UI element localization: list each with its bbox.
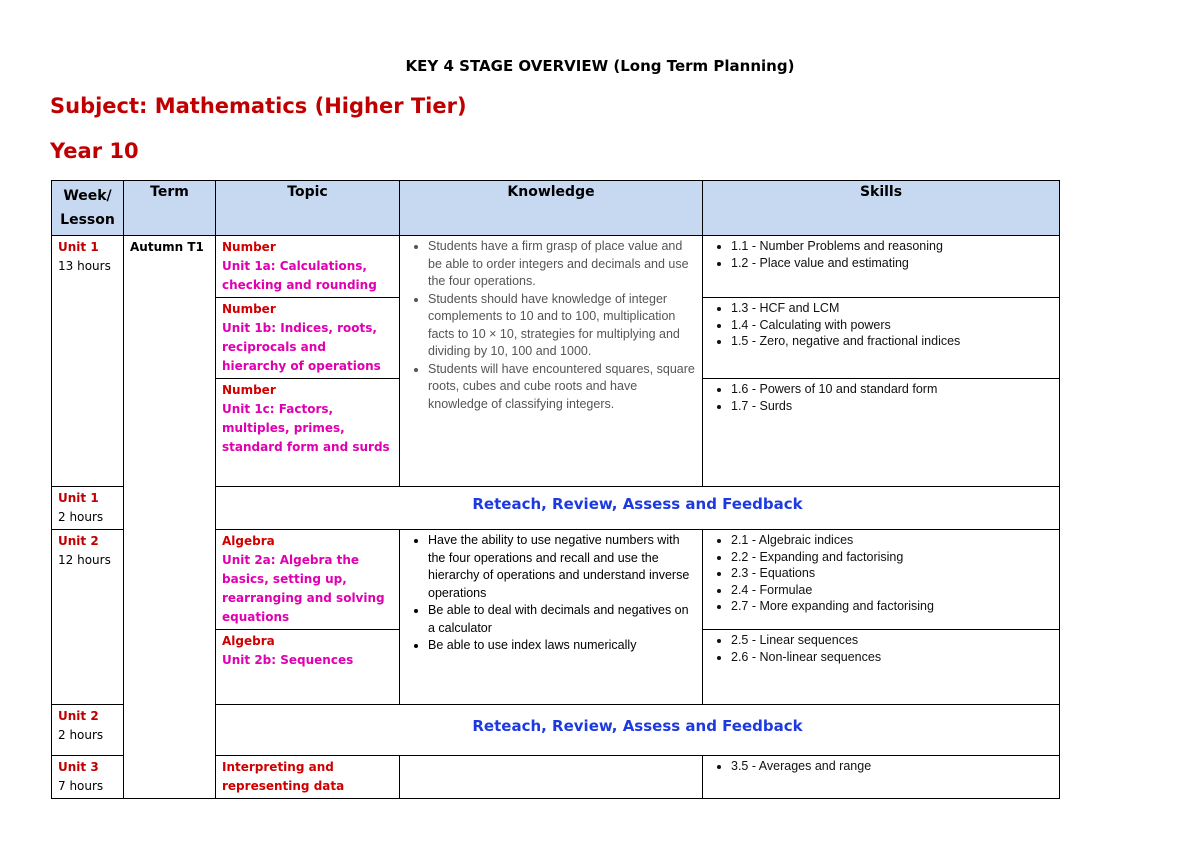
reteach-label: Reteach, Review, Assess and Feedback xyxy=(472,495,803,513)
unit-label: Unit 1 xyxy=(58,240,99,254)
planning-table xyxy=(51,180,1060,799)
unit-label: Unit 2 xyxy=(58,709,99,723)
knowledge-list xyxy=(406,238,696,413)
skills-cell xyxy=(703,379,1060,487)
term-cell xyxy=(124,236,216,799)
list-item: • 1.6 - Powers of 10 and standard form xyxy=(731,381,1053,398)
list-item: • Students will have encountered squares, square roots, cubes and cube roots and have knowledge of classifying integers. xyxy=(428,361,696,414)
unit-hours: 2 hours xyxy=(58,728,104,742)
list-item: • Be able to deal with decimals and negatives on a calculator xyxy=(428,602,696,637)
list-item: • 2.2 - Expanding and factorising xyxy=(731,549,1053,566)
skills-cell xyxy=(703,630,1060,705)
list-item: • 2.6 - Non-linear sequences xyxy=(731,649,1053,666)
week-cell-unit1 xyxy=(52,236,124,487)
reteach-cell xyxy=(216,705,1060,756)
week-cell-unit2-review xyxy=(52,705,124,756)
topic-cell xyxy=(216,236,400,298)
topic-heading: Algebra xyxy=(222,634,275,648)
topic-title: Interpreting and representing data xyxy=(222,760,345,793)
column-header-topic: Topic xyxy=(216,181,400,236)
list-item: • Have the ability to use negative numbers with the four operations and recall and use the hierarchy of operations and understand inverse operations xyxy=(428,532,696,602)
unit-label: Unit 3 xyxy=(58,760,99,774)
table-row xyxy=(52,236,1060,298)
topic-cell xyxy=(216,530,400,630)
unit-label: Unit 2 xyxy=(58,534,99,548)
topic-title: Unit 1c: Factors, multiples, primes, standard form and surds xyxy=(222,402,390,454)
skills-list xyxy=(709,300,1053,350)
document-title: KEY 4 STAGE OVERVIEW (Long Term Planning) xyxy=(405,57,795,75)
topic-cell xyxy=(216,379,400,487)
unit-hours: 2 hours xyxy=(58,510,104,524)
unit-hours: 12 hours xyxy=(58,553,111,567)
list-item: • 1.3 - HCF and LCM xyxy=(731,300,1053,317)
reteach-cell xyxy=(216,487,1060,530)
column-header-skills: Skills xyxy=(703,181,1060,236)
topic-heading: Number xyxy=(222,240,276,254)
topic-cell xyxy=(216,756,400,799)
unit-hours: 7 hours xyxy=(58,779,104,793)
list-item: • 2.3 - Equations xyxy=(731,565,1053,582)
skills-list xyxy=(709,632,1053,665)
skills-list xyxy=(709,758,1053,775)
list-item: • 1.2 - Place value and estimating xyxy=(731,255,1053,272)
topic-title: Unit 1a: Calculations, checking and rounding xyxy=(222,259,377,292)
skills-cell xyxy=(703,298,1060,379)
skills-cell xyxy=(703,236,1060,298)
unit-hours: 13 hours xyxy=(58,259,111,273)
reteach-label: Reteach, Review, Assess and Feedback xyxy=(472,717,803,735)
table-header-row xyxy=(52,181,1060,236)
topic-cell xyxy=(216,630,400,705)
year-heading: Year 10 xyxy=(50,139,139,163)
list-item: • Be able to use index laws numerically xyxy=(428,637,696,655)
knowledge-cell xyxy=(400,530,703,705)
topic-heading: Algebra xyxy=(222,534,275,548)
knowledge-cell xyxy=(400,756,703,799)
list-item: • Students have a firm grasp of place value and be able to order integers and decimals and use the four operations. xyxy=(428,238,696,291)
skills-list xyxy=(709,238,1053,271)
list-item: • Students should have knowledge of integer complements to 10 and to 100, multiplication facts to 10 × 10, strategies for multiplying and dividing by 10, 100 and 1000. xyxy=(428,291,696,361)
topic-heading: Number xyxy=(222,383,276,397)
term-label: Autumn T1 xyxy=(130,240,204,254)
knowledge-cell xyxy=(400,236,703,487)
list-item: • 1.1 - Number Problems and reasoning xyxy=(731,238,1053,255)
list-item: • 1.5 - Zero, negative and fractional indices xyxy=(731,333,1053,350)
week-cell-unit1-review xyxy=(52,487,124,530)
topic-title: Unit 2a: Algebra the basics, setting up, rearranging and solving equations xyxy=(222,553,385,624)
skills-list xyxy=(709,381,1053,414)
list-item: • 2.1 - Algebraic indices xyxy=(731,532,1053,549)
topic-title: Unit 2b: Sequences xyxy=(222,653,354,667)
topic-title: Unit 1b: Indices, roots, reciprocals and hierarchy of operations xyxy=(222,321,381,373)
list-item: • 2.7 - More expanding and factorising xyxy=(731,598,1053,615)
week-cell-unit3 xyxy=(52,756,124,799)
skills-cell xyxy=(703,530,1060,630)
list-item: • 1.7 - Surds xyxy=(731,398,1053,415)
week-cell-unit2 xyxy=(52,530,124,705)
column-header-week: Week/ Lesson xyxy=(52,181,124,236)
subject-heading: Subject: Mathematics (Higher Tier) xyxy=(50,94,467,118)
list-item: • 1.4 - Calculating with powers xyxy=(731,317,1053,334)
list-item: • 2.5 - Linear sequences xyxy=(731,632,1053,649)
unit-label: Unit 1 xyxy=(58,491,99,505)
column-header-knowledge: Knowledge xyxy=(400,181,703,236)
knowledge-list xyxy=(406,532,696,655)
list-item: • 3.5 - Averages and range xyxy=(731,758,1053,775)
skills-list xyxy=(709,532,1053,615)
topic-cell xyxy=(216,298,400,379)
list-item: • 2.4 - Formulae xyxy=(731,582,1053,599)
skills-cell xyxy=(703,756,1060,799)
topic-heading: Number xyxy=(222,302,276,316)
column-header-term: Term xyxy=(124,181,216,236)
